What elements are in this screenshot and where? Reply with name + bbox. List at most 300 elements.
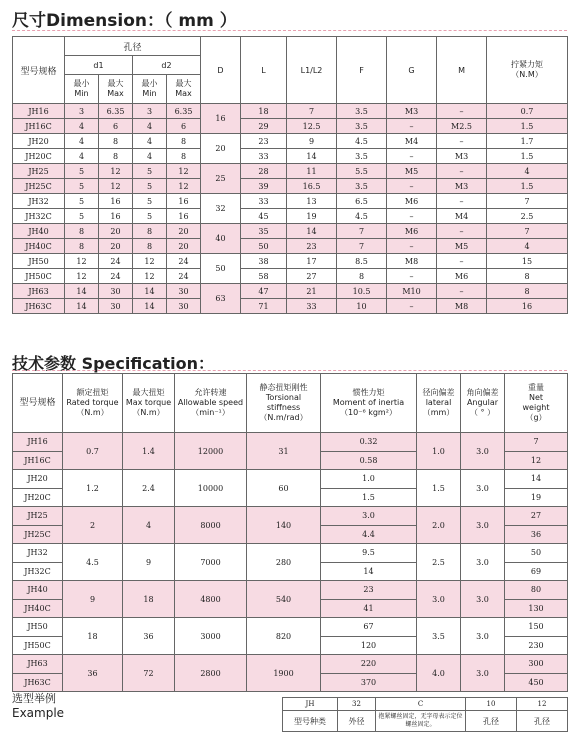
table-row xyxy=(13,470,568,489)
model-cell: JH50C xyxy=(13,269,65,284)
cell-T: 1.5 xyxy=(487,119,568,134)
hdr-d2: d2 xyxy=(133,56,201,75)
cell-d1max: 20 xyxy=(99,239,133,254)
cell-d1min: 14 xyxy=(65,284,99,299)
cell-M: – xyxy=(437,194,487,209)
cell-L: 71 xyxy=(241,299,287,314)
model-cell: JH25 xyxy=(13,507,63,526)
model-cell: JH50 xyxy=(13,618,63,637)
cell-d1min: 12 xyxy=(65,269,99,284)
table-row xyxy=(13,507,568,526)
cell-L: 28 xyxy=(241,164,287,179)
cell-T: 1.5 xyxy=(487,149,568,164)
spec-hdr-inertia: 惯性力矩 Moment of inertia （10⁻⁶ kgm²） xyxy=(321,374,417,433)
cell-L1: 9 xyxy=(287,134,337,149)
cell-M: M5 xyxy=(437,239,487,254)
cell-angular: 3.0 xyxy=(461,544,505,581)
cell-D: 40 xyxy=(201,224,241,254)
cell-F: 8.5 xyxy=(337,254,387,269)
cell-d2min: 8 xyxy=(133,224,167,239)
hdr-L: L xyxy=(241,37,287,104)
cell-lateral: 3.0 xyxy=(417,581,461,618)
cell-inertia: 0.32 xyxy=(321,433,417,452)
cell-weight: 12 xyxy=(505,451,568,470)
cell-speed: 12000 xyxy=(175,433,247,470)
cell-L1: 14 xyxy=(287,149,337,164)
cell-M: – xyxy=(437,134,487,149)
dimension-title: 尺寸Dimension：（ mm ） xyxy=(12,11,237,31)
cell-d2min: 14 xyxy=(133,284,167,299)
cell-F: 4.5 xyxy=(337,134,387,149)
cell-L: 39 xyxy=(241,179,287,194)
cell-L: 58 xyxy=(241,269,287,284)
model-cell: JH63 xyxy=(13,284,65,299)
table-row xyxy=(13,104,568,119)
cell-stiffness: 60 xyxy=(247,470,321,507)
cell-weight: 19 xyxy=(505,488,568,507)
spec-hdr-speed: 允许转速 Allowable speed （min⁻¹） xyxy=(175,374,247,433)
cell-T: 1.5 xyxy=(487,179,568,194)
cell-L: 50 xyxy=(241,239,287,254)
cell-inertia: 1.5 xyxy=(321,488,417,507)
table-row xyxy=(13,179,568,194)
cell-D: 20 xyxy=(201,134,241,164)
cell-T: 8 xyxy=(487,284,568,299)
cell-L: 38 xyxy=(241,254,287,269)
hdr-d2-max: 最大 Max xyxy=(167,75,201,104)
cell-speed: 10000 xyxy=(175,470,247,507)
cell-d2min: 5 xyxy=(133,179,167,194)
cell-inertia: 220 xyxy=(321,655,417,674)
spec-hdr-stiffness: 静态扭矩刚性 Torsional stiffness （N.m/rad） xyxy=(247,374,321,433)
cell-d2max: 8 xyxy=(167,134,201,149)
cell-d1max: 16 xyxy=(99,194,133,209)
cell-angular: 3.0 xyxy=(461,507,505,544)
table-row xyxy=(13,194,568,209)
cell-d1max: 30 xyxy=(99,299,133,314)
cell-F: 4.5 xyxy=(337,209,387,224)
cell-d1min: 8 xyxy=(65,239,99,254)
table-row xyxy=(13,149,568,164)
cell-d2max: 20 xyxy=(167,224,201,239)
cell-weight: 150 xyxy=(505,618,568,637)
cell-inertia: 23 xyxy=(321,581,417,600)
cell-weight: 300 xyxy=(505,655,568,674)
model-cell: JH32C xyxy=(13,209,65,224)
cell-lateral: 3.5 xyxy=(417,618,461,655)
cell-d1max: 24 xyxy=(99,254,133,269)
table-row xyxy=(13,618,568,637)
cell-G: – xyxy=(387,149,437,164)
cell-L: 33 xyxy=(241,194,287,209)
cell-M: – xyxy=(437,284,487,299)
spec-hdr-rated: 额定扭矩 Rated torque （N.m） xyxy=(63,374,123,433)
cell-weight: 36 xyxy=(505,525,568,544)
cell-F: 3.5 xyxy=(337,104,387,119)
model-cell: JH50 xyxy=(13,254,65,269)
cell-F: 3.5 xyxy=(337,119,387,134)
cell-G: M8 xyxy=(387,254,437,269)
cell-d1min: 4 xyxy=(65,134,99,149)
cell-M: M4 xyxy=(437,209,487,224)
cell-F: 8 xyxy=(337,269,387,284)
table-row xyxy=(13,433,568,452)
table-row xyxy=(13,581,568,600)
cell-T: 2.5 xyxy=(487,209,568,224)
cell-d2min: 4 xyxy=(133,149,167,164)
cell-L1: 27 xyxy=(287,269,337,284)
cell-T: 4 xyxy=(487,239,568,254)
table-row xyxy=(13,269,568,284)
cell-d1min: 12 xyxy=(65,254,99,269)
cell-L1: 19 xyxy=(287,209,337,224)
cell-d2min: 5 xyxy=(133,194,167,209)
cell-d2min: 12 xyxy=(133,269,167,284)
cell-T: 0.7 xyxy=(487,104,568,119)
cell-angular: 3.0 xyxy=(461,618,505,655)
hdr-M: M xyxy=(437,37,487,104)
model-cell: JH40C xyxy=(13,239,65,254)
spec-hdr-weight: 重量 Net weight （g） xyxy=(505,374,568,433)
cell-max: 4 xyxy=(123,507,175,544)
cell-d1max: 12 xyxy=(99,179,133,194)
cell-d2min: 8 xyxy=(133,239,167,254)
cell-T: 1.7 xyxy=(487,134,568,149)
example-label: 孔径 xyxy=(466,711,517,732)
cell-d1max: 6.35 xyxy=(99,104,133,119)
cell-G: M6 xyxy=(387,224,437,239)
spec-hdr-angular: 角向偏差 Angular （ ° ） xyxy=(461,374,505,433)
cell-inertia: 3.0 xyxy=(321,507,417,526)
cell-stiffness: 31 xyxy=(247,433,321,470)
cell-rated: 9 xyxy=(63,581,123,618)
cell-G: – xyxy=(387,119,437,134)
cell-speed: 4800 xyxy=(175,581,247,618)
cell-T: 16 xyxy=(487,299,568,314)
cell-rated: 18 xyxy=(63,618,123,655)
spec-table xyxy=(12,373,568,692)
example-code: JH xyxy=(283,698,338,711)
cell-M: – xyxy=(437,254,487,269)
cell-angular: 3.0 xyxy=(461,470,505,507)
divider xyxy=(12,370,567,371)
hdr-D: D xyxy=(201,37,241,104)
cell-d2min: 14 xyxy=(133,299,167,314)
cell-lateral: 2.0 xyxy=(417,507,461,544)
cell-L1: 14 xyxy=(287,224,337,239)
cell-d1max: 24 xyxy=(99,269,133,284)
cell-weight: 14 xyxy=(505,470,568,489)
cell-d1min: 4 xyxy=(65,149,99,164)
cell-stiffness: 1900 xyxy=(247,655,321,692)
divider xyxy=(12,30,567,31)
hdr-bore: 孔径 xyxy=(65,37,201,56)
cell-M: M6 xyxy=(437,269,487,284)
example-label: 抱紧螺丝固定，无字母表示定位螺丝固定。 xyxy=(376,711,466,732)
model-cell: JH20C xyxy=(13,488,63,507)
cell-angular: 3.0 xyxy=(461,433,505,470)
cell-inertia: 9.5 xyxy=(321,544,417,563)
cell-F: 7 xyxy=(337,239,387,254)
cell-rated: 4.5 xyxy=(63,544,123,581)
table-row xyxy=(13,299,568,314)
cell-angular: 3.0 xyxy=(461,581,505,618)
cell-weight: 230 xyxy=(505,636,568,655)
cell-M: – xyxy=(437,164,487,179)
hdr-L1L2: L1/L2 xyxy=(287,37,337,104)
cell-weight: 450 xyxy=(505,673,568,692)
table-row xyxy=(13,209,568,224)
example-label: 型号种类 xyxy=(283,711,338,732)
example-title-cn: 选型举例 xyxy=(12,692,56,705)
cell-d2max: 16 xyxy=(167,194,201,209)
example-label: 孔径 xyxy=(517,711,568,732)
cell-G: M4 xyxy=(387,134,437,149)
example-code: 32 xyxy=(338,698,376,711)
cell-L: 33 xyxy=(241,149,287,164)
cell-L: 47 xyxy=(241,284,287,299)
model-cell: JH25C xyxy=(13,179,65,194)
cell-L1: 16.5 xyxy=(287,179,337,194)
cell-L1: 23 xyxy=(287,239,337,254)
cell-D: 25 xyxy=(201,164,241,194)
table-row xyxy=(13,119,568,134)
cell-stiffness: 820 xyxy=(247,618,321,655)
example-code: 10 xyxy=(466,698,517,711)
cell-G: – xyxy=(387,179,437,194)
model-cell: JH25 xyxy=(13,164,65,179)
cell-weight: 50 xyxy=(505,544,568,563)
cell-G: – xyxy=(387,269,437,284)
cell-d2max: 16 xyxy=(167,209,201,224)
cell-L: 45 xyxy=(241,209,287,224)
model-cell: JH63C xyxy=(13,299,65,314)
cell-speed: 7000 xyxy=(175,544,247,581)
cell-G: – xyxy=(387,299,437,314)
cell-inertia: 370 xyxy=(321,673,417,692)
cell-inertia: 41 xyxy=(321,599,417,618)
cell-D: 32 xyxy=(201,194,241,224)
cell-max: 1.4 xyxy=(123,433,175,470)
cell-D: 16 xyxy=(201,104,241,134)
model-cell: JH20 xyxy=(13,134,65,149)
cell-d2max: 12 xyxy=(167,164,201,179)
cell-d1min: 14 xyxy=(65,299,99,314)
cell-G: – xyxy=(387,239,437,254)
model-cell: JH16C xyxy=(13,451,63,470)
model-cell: JH32C xyxy=(13,562,63,581)
cell-max: 9 xyxy=(123,544,175,581)
cell-d1min: 4 xyxy=(65,119,99,134)
cell-d1max: 8 xyxy=(99,149,133,164)
cell-T: 7 xyxy=(487,194,568,209)
hdr-F: F xyxy=(337,37,387,104)
cell-L1: 17 xyxy=(287,254,337,269)
cell-inertia: 67 xyxy=(321,618,417,637)
model-cell: JH16 xyxy=(13,104,65,119)
cell-D: 63 xyxy=(201,284,241,314)
cell-d1max: 20 xyxy=(99,224,133,239)
cell-G: M5 xyxy=(387,164,437,179)
cell-F: 6.5 xyxy=(337,194,387,209)
cell-d2max: 30 xyxy=(167,284,201,299)
cell-weight: 69 xyxy=(505,562,568,581)
cell-rated: 0.7 xyxy=(63,433,123,470)
model-cell: JH40 xyxy=(13,581,63,600)
hdr-torque: 拧紧力矩 （N.M） xyxy=(487,37,568,104)
cell-L1: 21 xyxy=(287,284,337,299)
cell-inertia: 0.58 xyxy=(321,451,417,470)
cell-d2max: 8 xyxy=(167,149,201,164)
cell-F: 10.5 xyxy=(337,284,387,299)
cell-stiffness: 280 xyxy=(247,544,321,581)
cell-M: M3 xyxy=(437,149,487,164)
spec-hdr-lateral: 径向偏差 lateral （mm） xyxy=(417,374,461,433)
cell-d2min: 3 xyxy=(133,104,167,119)
model-cell: JH16C xyxy=(13,119,65,134)
hdr-d1: d1 xyxy=(65,56,133,75)
cell-d1min: 5 xyxy=(65,194,99,209)
table-row xyxy=(13,655,568,674)
cell-F: 3.5 xyxy=(337,149,387,164)
cell-lateral: 4.0 xyxy=(417,655,461,692)
example-label: 外径 xyxy=(338,711,376,732)
cell-d2max: 30 xyxy=(167,299,201,314)
cell-angular: 3.0 xyxy=(461,655,505,692)
cell-max: 2.4 xyxy=(123,470,175,507)
spec-hdr-max: 最大扭矩 Max torque （N.m） xyxy=(123,374,175,433)
cell-T: 4 xyxy=(487,164,568,179)
cell-L: 23 xyxy=(241,134,287,149)
cell-weight: 130 xyxy=(505,599,568,618)
cell-d1min: 5 xyxy=(65,164,99,179)
cell-inertia: 1.0 xyxy=(321,470,417,489)
spec-title: 技术参数 Specification： xyxy=(12,354,215,373)
cell-weight: 27 xyxy=(505,507,568,526)
cell-T: 8 xyxy=(487,269,568,284)
cell-d1max: 30 xyxy=(99,284,133,299)
cell-lateral: 2.5 xyxy=(417,544,461,581)
cell-L: 35 xyxy=(241,224,287,239)
cell-rated: 1.2 xyxy=(63,470,123,507)
model-cell: JH40 xyxy=(13,224,65,239)
model-cell: JH20 xyxy=(13,470,63,489)
model-cell: JH20C xyxy=(13,149,65,164)
cell-L1: 33 xyxy=(287,299,337,314)
spec-hdr-model: 型号规格 xyxy=(13,374,63,433)
cell-L1: 7 xyxy=(287,104,337,119)
table-row xyxy=(13,164,568,179)
cell-d2max: 24 xyxy=(167,254,201,269)
hdr-G: G xyxy=(387,37,437,104)
cell-weight: 80 xyxy=(505,581,568,600)
cell-max: 18 xyxy=(123,581,175,618)
cell-d1max: 8 xyxy=(99,134,133,149)
table-row xyxy=(13,544,568,563)
cell-d1max: 16 xyxy=(99,209,133,224)
model-cell: JH32 xyxy=(13,544,63,563)
model-cell: JH32 xyxy=(13,194,65,209)
cell-d2max: 6 xyxy=(167,119,201,134)
cell-d1min: 8 xyxy=(65,224,99,239)
cell-d2max: 6.35 xyxy=(167,104,201,119)
model-cell: JH16 xyxy=(13,433,63,452)
cell-d1min: 3 xyxy=(65,104,99,119)
cell-inertia: 14 xyxy=(321,562,417,581)
table-row xyxy=(13,239,568,254)
dimension-table xyxy=(12,36,568,314)
cell-d1max: 12 xyxy=(99,164,133,179)
cell-M: – xyxy=(437,104,487,119)
cell-M: M2.5 xyxy=(437,119,487,134)
model-cell: JH63 xyxy=(13,655,63,674)
cell-d2min: 4 xyxy=(133,119,167,134)
cell-d2min: 5 xyxy=(133,164,167,179)
cell-d2max: 24 xyxy=(167,269,201,284)
cell-L1: 11 xyxy=(287,164,337,179)
cell-max: 72 xyxy=(123,655,175,692)
table-row xyxy=(13,284,568,299)
table-row xyxy=(13,224,568,239)
cell-stiffness: 140 xyxy=(247,507,321,544)
cell-G: M3 xyxy=(387,104,437,119)
model-cell: JH25C xyxy=(13,525,63,544)
model-cell: JH40C xyxy=(13,599,63,618)
cell-d1min: 5 xyxy=(65,209,99,224)
hdr-d2-min: 最小 Min xyxy=(133,75,167,104)
cell-L1: 12.5 xyxy=(287,119,337,134)
hdr-d1-min: 最小 Min xyxy=(65,75,99,104)
cell-d2max: 20 xyxy=(167,239,201,254)
cell-inertia: 4.4 xyxy=(321,525,417,544)
cell-G: – xyxy=(387,209,437,224)
example-title-en: Example xyxy=(12,706,65,720)
cell-L1: 13 xyxy=(287,194,337,209)
example-code: C xyxy=(376,698,466,711)
cell-stiffness: 540 xyxy=(247,581,321,618)
cell-F: 7 xyxy=(337,224,387,239)
cell-lateral: 1.5 xyxy=(417,470,461,507)
cell-inertia: 120 xyxy=(321,636,417,655)
cell-d2min: 12 xyxy=(133,254,167,269)
model-cell: JH50C xyxy=(13,636,63,655)
cell-F: 5.5 xyxy=(337,164,387,179)
cell-M: M8 xyxy=(437,299,487,314)
cell-F: 10 xyxy=(337,299,387,314)
cell-weight: 7 xyxy=(505,433,568,452)
cell-G: M10 xyxy=(387,284,437,299)
hdr-d1-max: 最大 Max xyxy=(99,75,133,104)
table-row xyxy=(13,134,568,149)
cell-d2min: 4 xyxy=(133,134,167,149)
cell-d2max: 12 xyxy=(167,179,201,194)
cell-speed: 3000 xyxy=(175,618,247,655)
cell-lateral: 1.0 xyxy=(417,433,461,470)
cell-D: 50 xyxy=(201,254,241,284)
table-row xyxy=(13,254,568,269)
cell-M: M3 xyxy=(437,179,487,194)
cell-L: 18 xyxy=(241,104,287,119)
cell-G: M6 xyxy=(387,194,437,209)
cell-d2min: 5 xyxy=(133,209,167,224)
example-table xyxy=(282,697,568,732)
cell-M: – xyxy=(437,224,487,239)
example-code: 12 xyxy=(517,698,568,711)
cell-d1min: 5 xyxy=(65,179,99,194)
cell-T: 7 xyxy=(487,224,568,239)
cell-rated: 2 xyxy=(63,507,123,544)
cell-speed: 2800 xyxy=(175,655,247,692)
